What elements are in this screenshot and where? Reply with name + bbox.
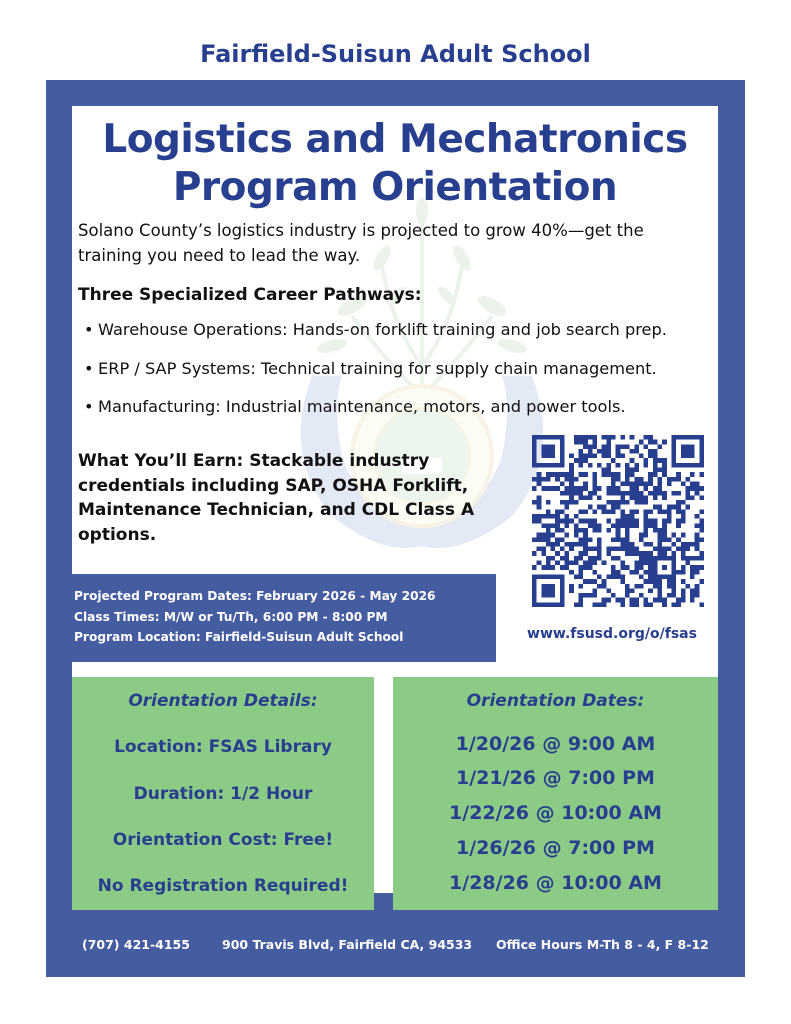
orientation-cost: Orientation Cost: Free! (112, 830, 334, 850)
pathways-list (84, 318, 667, 434)
phone-number[interactable]: (707) 421-4155 (82, 937, 190, 952)
earn-line: What You’ll Earn: Stackable industry (78, 451, 430, 471)
orientation-dates-box (393, 677, 718, 910)
pathways-heading: Three Specialized Career Pathways: (78, 285, 422, 305)
pathway-item (84, 395, 667, 434)
title-line-1: Logistics and Mechatronics (102, 117, 688, 162)
orientation-registration: No Registration Required! (97, 876, 349, 896)
earn-line: options. (78, 524, 157, 545)
orientation-duration: Duration: 1/2 Hour (133, 784, 313, 804)
orientation-dates-heading: Orientation Dates: (466, 691, 645, 711)
earn-credentials-text (78, 449, 508, 547)
earn-line: Maintenance Technician, and CDL Class A (78, 500, 475, 520)
qr-code-icon[interactable] (532, 434, 704, 608)
earn-line: credentials including SAP, OSHA Forklift, (78, 475, 469, 496)
website-url-link[interactable]: www.fsusd.org/o/fsas (527, 626, 697, 642)
school-name-header: Fairfield-Suisun Adult School (200, 40, 591, 68)
contact-footer (46, 937, 745, 961)
orientation-date: 1/20/26 @ 9:00 AM (455, 733, 656, 755)
page-title (72, 116, 718, 212)
pathway-text: Warehouse Operations: Hands-on forklift training and job search prep. (98, 320, 667, 339)
pathway-item (84, 357, 667, 396)
address: 900 Travis Blvd, Fairfield CA, 94533 (222, 937, 473, 952)
pathway-item (84, 318, 667, 357)
orientation-date: 1/26/26 @ 7:00 PM (456, 837, 655, 859)
intro-text (78, 218, 698, 268)
pathway-text: Manufacturing: Industrial maintenance, motors, and power tools. (98, 397, 626, 416)
program-dates: Projected Program Dates: February 2026 - May 2026 (74, 589, 436, 603)
orientation-details-heading: Orientation Details: (128, 691, 318, 711)
intro-line-1: Solano County’s logistics industry is projected to grow 40%—get the (78, 221, 644, 240)
intro-line-2: training you need to lead the way. (78, 246, 361, 265)
program-location: Program Location: Fairfield-Suisun Adult School (74, 630, 404, 644)
program-info-box (72, 574, 496, 662)
title-line-2: Program Orientation (172, 165, 618, 210)
bullet-icon: • (84, 320, 94, 339)
orientation-details-box (72, 677, 374, 910)
bullet-icon: • (84, 358, 94, 378)
office-hours: Office Hours M-Th 8 - 4, F 8-12 (496, 937, 709, 952)
orientation-date: 1/21/26 @ 7:00 PM (456, 767, 655, 789)
class-times: Class Times: M/W or Tu/Th, 6:00 PM - 8:00 PM (74, 609, 388, 624)
orientation-location: Location: FSAS Library (114, 737, 332, 757)
pathway-text: ERP / SAP Systems: Technical training for supply chain management. (98, 358, 657, 378)
bullet-icon: • (84, 397, 94, 416)
orientation-date: 1/22/26 @ 10:00 AM (449, 802, 662, 824)
orientation-date: 1/28/26 @ 10:00 AM (449, 872, 662, 894)
